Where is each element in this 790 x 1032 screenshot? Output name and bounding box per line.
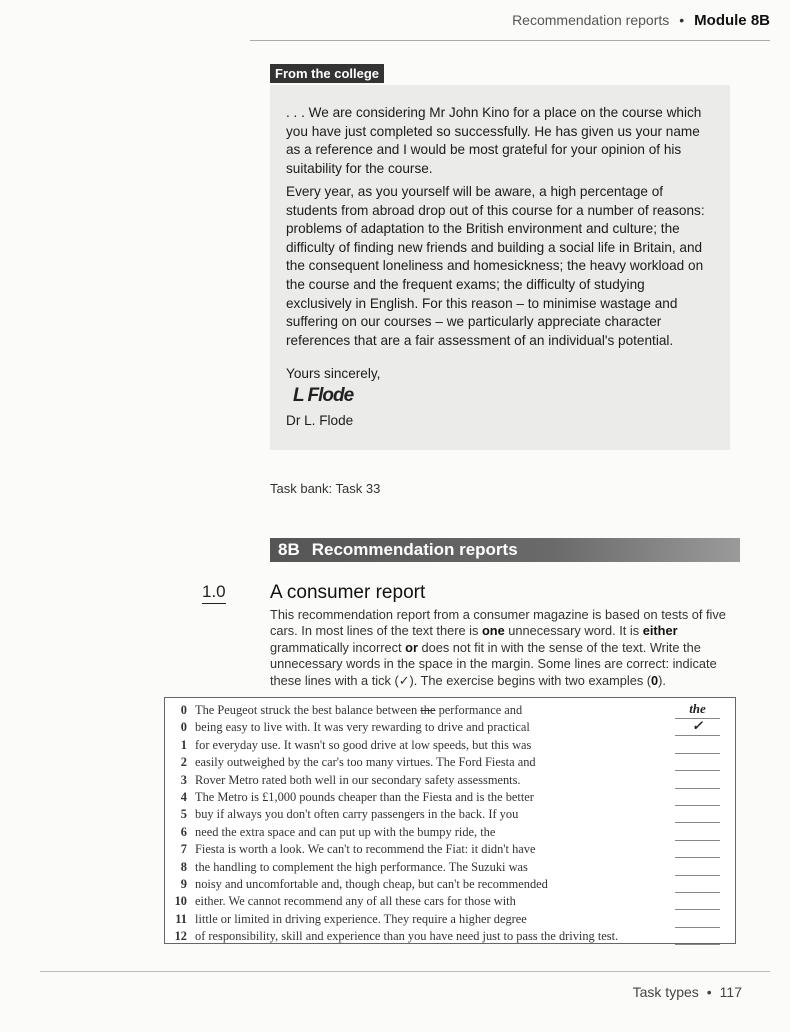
exercise-line bbox=[171, 912, 691, 930]
from-college-tag: From the college bbox=[270, 64, 384, 83]
line-text: either. We cannot recommend any of all these cars for those with bbox=[195, 894, 516, 909]
line-number: 9 bbox=[180, 877, 187, 891]
section-instructions bbox=[270, 607, 740, 689]
line-text: need the extra space and can put up with the bumpy ride, the bbox=[195, 824, 496, 839]
banner-code: 8B bbox=[278, 540, 300, 559]
line-text: little or limited in driving experience. They require a higher degree bbox=[195, 911, 527, 926]
intro-bold-or: or bbox=[405, 639, 418, 655]
exercise-line bbox=[171, 807, 691, 825]
answer-blank[interactable] bbox=[675, 737, 720, 754]
module-banner bbox=[270, 538, 740, 562]
line-text: easily outweighed by the car's too many virtues. The Ford Fiesta and bbox=[195, 755, 536, 770]
line-number: 8 bbox=[180, 859, 187, 874]
exercise-line bbox=[171, 860, 691, 878]
intro-text-a: This recommendation report from a consumer magazine is based on tests of five cars. In most lines of the text there is bbox=[270, 607, 726, 639]
struck-word: the bbox=[420, 703, 436, 717]
line-number: 11 bbox=[175, 911, 187, 926]
answer-blank[interactable] bbox=[675, 789, 720, 806]
section-number: 1.0 bbox=[202, 582, 226, 604]
header-section: Recommendation reports bbox=[512, 12, 670, 28]
line-number: 0 bbox=[180, 720, 187, 735]
line-number: 12 bbox=[174, 929, 187, 944]
answer-blank[interactable] bbox=[675, 824, 720, 841]
line-number: 4 bbox=[180, 790, 187, 804]
exercise-line bbox=[171, 894, 691, 912]
exercise-line bbox=[171, 825, 691, 843]
exercise-line bbox=[171, 703, 691, 721]
answer-blank[interactable] bbox=[675, 841, 720, 858]
intro-text-c: grammatically incorrect bbox=[270, 639, 406, 655]
letter-closing: Yours sincerely, bbox=[286, 366, 381, 381]
line-text: Rover Metro rated both well in our secondary safety assessments. bbox=[195, 772, 521, 787]
running-header bbox=[250, 12, 770, 41]
line-text: for everyday use. It wasn't so good drive at low speeds, but this was bbox=[195, 737, 532, 752]
line-number: 3 bbox=[180, 772, 187, 787]
answer-blank[interactable] bbox=[675, 772, 720, 789]
line-number: 1 bbox=[180, 737, 187, 752]
intro-bold-zero: 0 bbox=[651, 672, 659, 688]
exercise-box bbox=[164, 697, 736, 944]
exercise-line bbox=[171, 877, 691, 895]
task-bank-reference: Task bank: Task 33 bbox=[270, 481, 381, 496]
line-text: being easy to live with. It was very rewarding to drive and practical bbox=[195, 720, 530, 735]
intro-text-d: does not fit in with the sense of the text. Write the unnecessary words in the space in the margin. Some lines are correct: indicate these lines with a tick (✓). The exercise begins with two examples ( bbox=[270, 639, 717, 688]
intro-bold-one: one bbox=[481, 623, 505, 639]
exercise-line bbox=[171, 842, 691, 860]
answer-blank[interactable] bbox=[675, 893, 720, 910]
section-title: A consumer report bbox=[270, 582, 426, 603]
page-footer bbox=[633, 984, 742, 1000]
line-text: The Peugeot struck the best balance between bbox=[195, 703, 421, 717]
line-text: the handling to complement the high performance. The Suzuki was bbox=[195, 859, 528, 874]
exercise-line bbox=[171, 773, 691, 791]
line-number: 0 bbox=[180, 703, 187, 717]
footer-rule bbox=[40, 971, 770, 972]
intro-bold-either: either bbox=[642, 623, 678, 639]
line-text: Fiesta is worth a look. We can't to recommend the Fiat: it didn't have bbox=[195, 842, 536, 857]
letter-paragraph-2: Every year, as you yourself will be aware, a high percentage of students from abroad drop out of this course for a number of reasons: problems of adaptation to the British environment and culture; the difficulty of finding new friends and building a social life in Britain, and the consequent loneliness and homesickness; the heavy workload on the course and the frequent exams; the difficulty of studying exclusively in English. For this reason – to minimise wastage and suffering on our courses – we particularly appreciate character references that are a fair assessment of an individual's potential. bbox=[286, 184, 705, 348]
exercise-line bbox=[171, 755, 691, 773]
signer-name: Dr L. Flode bbox=[286, 413, 354, 428]
exercise-line bbox=[171, 720, 691, 738]
answer-blank[interactable] bbox=[675, 876, 720, 893]
line-text: buy if always you don't often carry passengers in the back. If you bbox=[195, 807, 519, 822]
exercise-line bbox=[171, 738, 691, 756]
signature: L Flode bbox=[293, 385, 354, 406]
line-text: of responsibility, skill and experience than you have need just to pass the driving test. bbox=[195, 929, 619, 944]
line-number: 10 bbox=[174, 894, 187, 909]
footer-label: Task types bbox=[632, 984, 699, 1000]
letter-paragraph-1: . . . We are considering Mr John Kino for a place on the course which you have just completed so successfully. He has given us your name as a reference and I would be most grateful for your opinion of his suitability for the course. bbox=[286, 105, 702, 176]
line-number: 2 bbox=[180, 755, 187, 770]
exercise-line bbox=[171, 929, 691, 947]
letter-box bbox=[270, 85, 730, 450]
banner-title: Recommendation reports bbox=[311, 540, 518, 559]
exercise-line bbox=[171, 790, 691, 808]
line-number: 5 bbox=[180, 807, 187, 822]
answer-blank[interactable] bbox=[675, 859, 720, 876]
answer-blank[interactable] bbox=[675, 911, 720, 928]
answer-blank[interactable]: ✓ bbox=[675, 719, 720, 736]
intro-text-b: unnecessary word. It is bbox=[504, 623, 643, 639]
answer-blank[interactable] bbox=[675, 806, 720, 823]
line-number: 7 bbox=[180, 842, 187, 857]
answer-blank[interactable] bbox=[675, 928, 720, 945]
answer-blank[interactable] bbox=[675, 754, 720, 771]
answer-blank[interactable]: the bbox=[675, 702, 720, 719]
line-text: The Metro is £1,000 pounds cheaper than the Fiesta and is the better bbox=[195, 790, 534, 804]
page-number: 117 bbox=[719, 984, 742, 1000]
intro-text-e: ). bbox=[658, 672, 666, 688]
line-text: noisy and uncomfortable and, though cheap, but can't be recommended bbox=[195, 877, 548, 891]
line-number: 6 bbox=[180, 824, 187, 839]
header-bullet: • bbox=[679, 12, 685, 28]
footer-bullet: • bbox=[706, 984, 712, 1000]
header-module: Module 8B bbox=[694, 12, 770, 29]
line-text-rest: performance and bbox=[435, 703, 523, 717]
